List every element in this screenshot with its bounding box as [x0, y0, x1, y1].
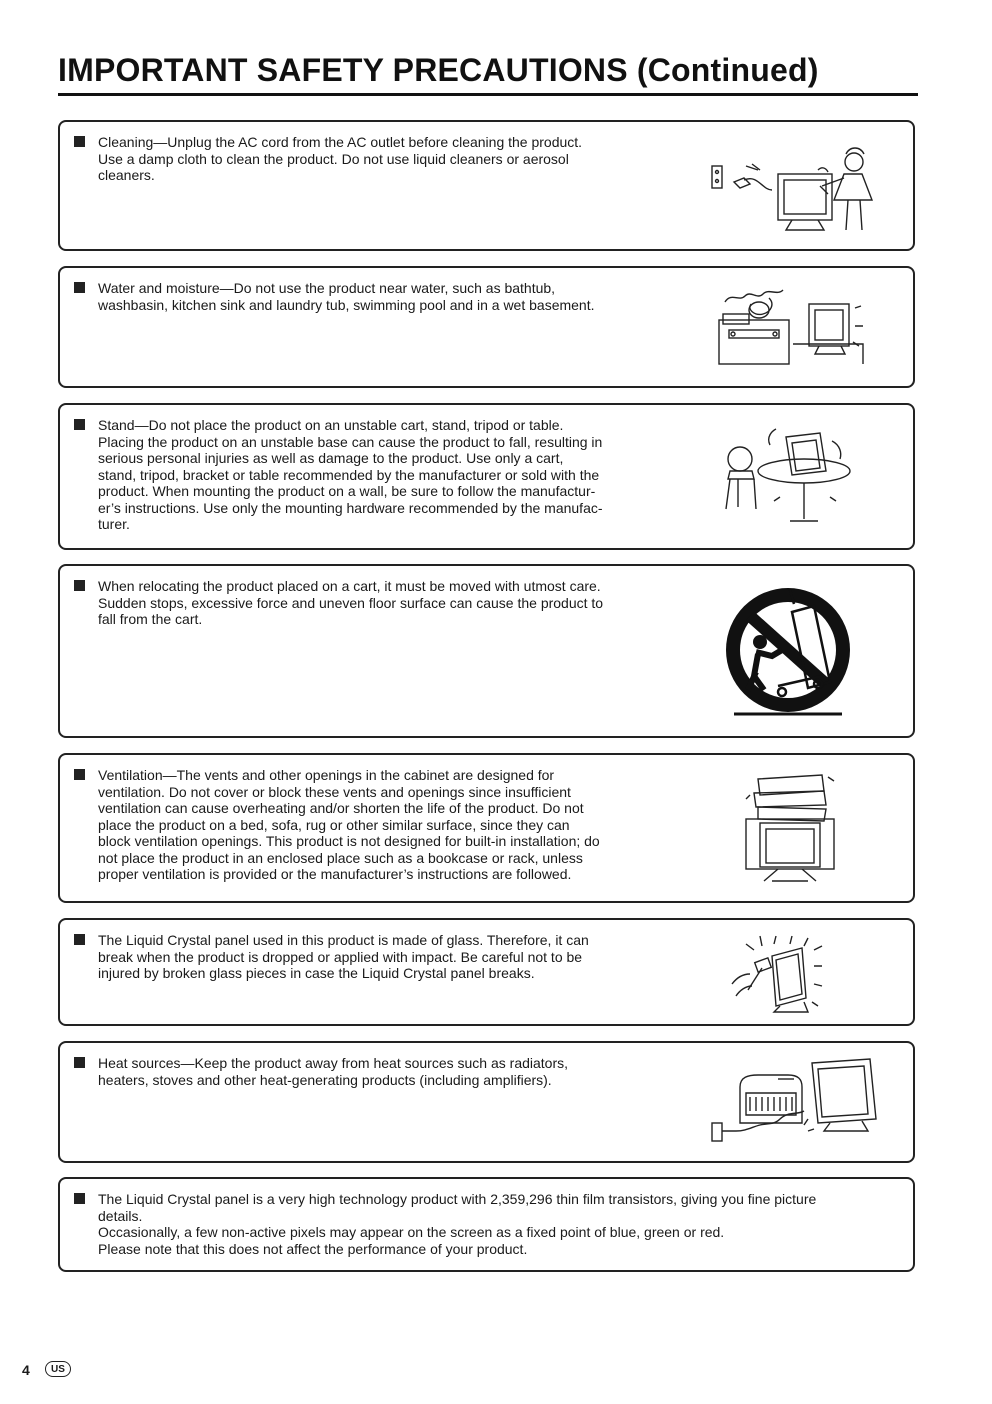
section-text: The Liquid Crystal panel used in this product is made of glass. Therefore, it can break when the product is dropped or applied with impact. Be careful not to be injured by broken glass pieces in case the Liquid Crystal panel breaks.	[98, 932, 589, 981]
glass-panel-impact-icon	[726, 934, 838, 1014]
section-item	[74, 417, 664, 533]
page-number: 4	[22, 1362, 30, 1378]
cleaning-icon	[708, 136, 878, 242]
section-ventilation	[58, 753, 915, 903]
section-text: The Liquid Crystal panel is a very high technology product with 2,359,296 thin film transistors, giving you fine picture details. Occasionally, a few non-active pixels may appear on the screen as a fixed point of blue, green or red. Please note that this does not affect the performance of your product.	[98, 1191, 817, 1257]
bullet-square	[74, 282, 85, 293]
section-heat-sources	[58, 1041, 915, 1163]
bullet-square	[74, 136, 85, 147]
section-item	[74, 280, 664, 313]
section-glass-panel	[58, 918, 915, 1026]
heat-source-icon	[708, 1057, 880, 1149]
section-text: Ventilation—The vents and other openings in the cabinet are designed for ventilation. Do not cover or block these vents and openings since insufficient ventilation can cause overheating and/or shorten the life of the product. Do not place the product on a bed, sofa, rug or other similar surface, since they can block ventilation openings. This product is not designed for built-in installation; do not place the product in an enclosed place such as a bookcase or rack, unless proper ventilation is provided or the manufacturer’s instructions are followed.	[98, 767, 600, 882]
bullet-square	[74, 1057, 85, 1068]
section-text: Cleaning—Unplug the AC cord from the AC outlet before cleaning the product. Use a damp cloth to clean the product. Do not use liquid cleaners or aerosol cleaners.	[98, 134, 583, 183]
region-badge: US	[45, 1361, 71, 1377]
page-title: IMPORTANT SAFETY PRECAUTIONS (Continued)	[58, 52, 819, 88]
section-item	[74, 1055, 664, 1088]
section-lcd-pixels	[58, 1177, 915, 1272]
title-rule	[58, 93, 918, 96]
section-item	[74, 578, 664, 628]
bullet-square	[74, 419, 85, 430]
section-cleaning	[58, 120, 915, 251]
cart-warning-icon	[720, 582, 856, 718]
section-text: When relocating the product placed on a cart, it must be moved with utmost care. Sudden stops, excessive force and uneven floor surface can cause the product to fall from the cart.	[98, 578, 604, 627]
unstable-stand-icon	[720, 425, 860, 529]
section-item	[74, 932, 664, 982]
section-item	[74, 1191, 899, 1257]
water-moisture-icon	[715, 286, 875, 370]
section-cart	[58, 564, 915, 738]
section-text: Heat sources—Keep the product away from heat sources such as radiators, heaters, stoves and other heat-generating products (including amplifiers).	[98, 1055, 569, 1088]
section-text: Water and moisture—Do not use the product near water, such as bathtub, washbasin, kitchen sink and laundry tub, swimming pool and in a wet basement.	[98, 280, 595, 313]
section-stand	[58, 403, 915, 550]
bullet-square	[74, 1193, 85, 1204]
bullet-square	[74, 934, 85, 945]
section-item	[74, 134, 664, 184]
section-text: Stand—Do not place the product on an unstable cart, stand, tripod or table. Placing the product on an unstable base can cause the product to fall, resulting in serious personal injuries as well as damage to the product. Use only a cart, stand, tripod, bracket or table recommended by the manufacturer or sold with the product. When mounting the product on a wall, be sure to follow the manufactur- er’s instructions. Use only the mounting hardware recommended by the manufac- turer.	[98, 417, 603, 532]
bullet-square	[74, 769, 85, 780]
ventilation-icon	[742, 773, 842, 885]
bullet-square	[74, 580, 85, 591]
section-water-moisture	[58, 266, 915, 388]
section-item	[74, 767, 664, 883]
